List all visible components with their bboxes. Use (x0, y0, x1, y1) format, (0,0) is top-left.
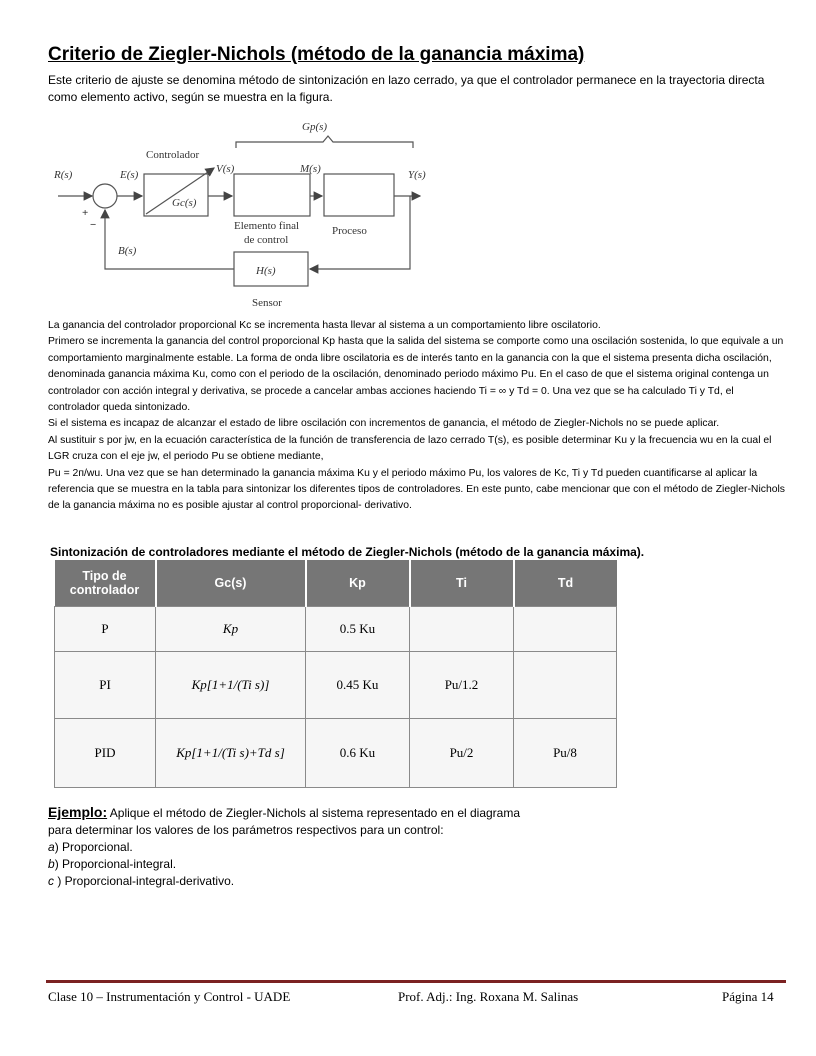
table-caption: Sintonización de controladores mediante el método de Ziegler-Nichols (método de la ganancia máxima). (50, 545, 645, 559)
example-item-a (48, 839, 520, 856)
item-text: ) Proporcional-integral. (54, 857, 177, 871)
process-box (324, 174, 394, 216)
item-letter: b (48, 857, 55, 871)
final-element-box (234, 174, 310, 216)
example-label: Ejemplo: (48, 804, 108, 820)
cell-type: P (55, 607, 156, 652)
plus-sign: + (82, 207, 89, 219)
cell-ti: Pu/1.2 (410, 652, 514, 719)
gp-label: Gp(s) (302, 121, 328, 133)
header-gc: Gc(s) (156, 560, 306, 607)
controller-box (144, 174, 208, 216)
b-label: B(s) (118, 245, 137, 257)
cell-kp: 0.45 Ku (306, 652, 410, 719)
example-line-1: Aplique el método de Ziegler-Nichols al sistema representado en el diagrama (107, 806, 521, 820)
cell-td (514, 652, 617, 719)
gp-brace (236, 136, 413, 148)
feedback-line-left (105, 210, 234, 269)
header-kp: Kp (306, 560, 410, 607)
final-element-label-1: Elemento final (234, 220, 300, 232)
item-letter: a (48, 840, 55, 854)
controller-label: Controlador (146, 149, 200, 161)
paragraph-5: Pu = 2п/wu. Una vez que se han determinado la ganancia máxima Ku y el periodo máximo Pu, los valores de Kc, Ti y Td pueden cuantificarse al aplicar la referencia que se muestra en la tabla para sintonizar los diferentes tipos de controladores. En este punto, cabe mencionar que con el método de Ziegler-Nichols de la ganancia máxima no es posible ajustar al control proporcional- derivativo. (48, 467, 786, 512)
example-item-c (48, 873, 520, 890)
cell-type: PID (55, 719, 156, 788)
y-label: Y(s) (408, 169, 426, 181)
page-title: Criterio de Ziegler-Nichols (método de la ganancia máxima) (48, 44, 585, 65)
cell-ti (410, 607, 514, 652)
cell-ti: Pu/2 (410, 719, 514, 788)
process-label: Proceso (332, 225, 367, 237)
example-line-2: para determinar los valores de los parámetros respectivos para un control: (48, 823, 444, 837)
h-label: H(s) (256, 265, 276, 277)
paragraph-1: La ganancia del controlador proporcional Kc se incrementa hasta llevar al sistema a un comportamiento libre oscilatorio. (48, 320, 601, 331)
cell-td (514, 607, 617, 652)
cell-kp: 0.5 Ku (306, 607, 410, 652)
footer-center: Prof. Adj.: Ing. Roxana M. Salinas (398, 989, 579, 1004)
table-row (55, 719, 617, 788)
minus-sign: − (90, 219, 97, 231)
cell-gc (156, 652, 306, 719)
item-letter: c (48, 874, 54, 888)
table-row (55, 652, 617, 719)
footer-divider (46, 980, 786, 983)
table-row (55, 607, 617, 652)
cell-type: PI (55, 652, 156, 719)
m-label: M(s) (300, 163, 321, 175)
item-text: ) Proporcional. (54, 840, 133, 854)
gc-formula: Kp[1+1/(Ti s)+Td s] (176, 745, 285, 760)
intro-paragraph: Este criterio de ajuste se denomina método de sintonización en lazo cerrado, ya que el controlador permanece en la trayectoria directa como elemento activo, según se muestra en la figura. (48, 73, 765, 104)
v-label: V(s) (216, 163, 235, 175)
control-loop-diagram (48, 116, 428, 316)
r-label: R(s) (54, 169, 73, 181)
final-element-label-2: de control (244, 234, 289, 246)
tuning-table (54, 560, 617, 788)
gc-formula: Kp[1+1/(Ti s)] (191, 677, 270, 692)
cell-gc (156, 607, 306, 652)
header-type: Tipo de controlador (55, 560, 156, 607)
paragraph-4: Al sustituir s por jw, en la ecuación característica de la función de transferencia de lazo cerrado T(s), es posible determinar Ku y la frecuencia wu en la cual el LGR cruza con el eje jw, el periodo Pu se obtiene mediante, (48, 434, 772, 463)
header-ti: Ti (410, 560, 514, 607)
header-td: Td (514, 560, 617, 607)
footer-page-number: Página 14 (722, 989, 774, 1004)
item-text: ) Proporcional-integral-derivativo. (54, 874, 235, 888)
gc-formula: Kp (222, 621, 239, 636)
summing-junction (93, 184, 117, 208)
cell-gc (156, 719, 306, 788)
example-block (48, 804, 520, 890)
cell-kp: 0.6 Ku (306, 719, 410, 788)
sensor-label: Sensor (252, 297, 282, 309)
paragraph-3: Si el sistema es incapaz de alcanzar el estado de libre oscilación con incrementos de ganancia, el método de Ziegler-Nichols no se puede aplicar. (48, 418, 720, 430)
paragraph-2: Primero se incrementa la ganancia del control proporcional Kp hasta que la salida del sistema se comporte como una oscilación sostenida, lo que equivale a un comportamiento marginalmente estable. La forma de onda libre oscilatoria es de interés tanto en la ganancia con la que el sistema presenta dicha oscilación, denominada ganancia máxima Ku, como con el periodo de la oscilación, denominado periodo máximo Pu. En el caso de que el sistema original contenga un controlador con acción integral y derivativa, se procede a cancelar ambas acciones haciendo Ti = ∞ y Td = 0. Una vez que se ha calculado Ti y Td, el controlador queda sintonizado. (48, 336, 784, 414)
cell-td: Pu/8 (514, 719, 617, 788)
footer-left: Clase 10 – Instrumentación y Control - UADE (48, 989, 291, 1004)
e-label: E(s) (120, 169, 139, 181)
example-item-b (48, 856, 520, 873)
explanation-text (48, 318, 788, 515)
gc-label: Gc(s) (172, 197, 197, 209)
